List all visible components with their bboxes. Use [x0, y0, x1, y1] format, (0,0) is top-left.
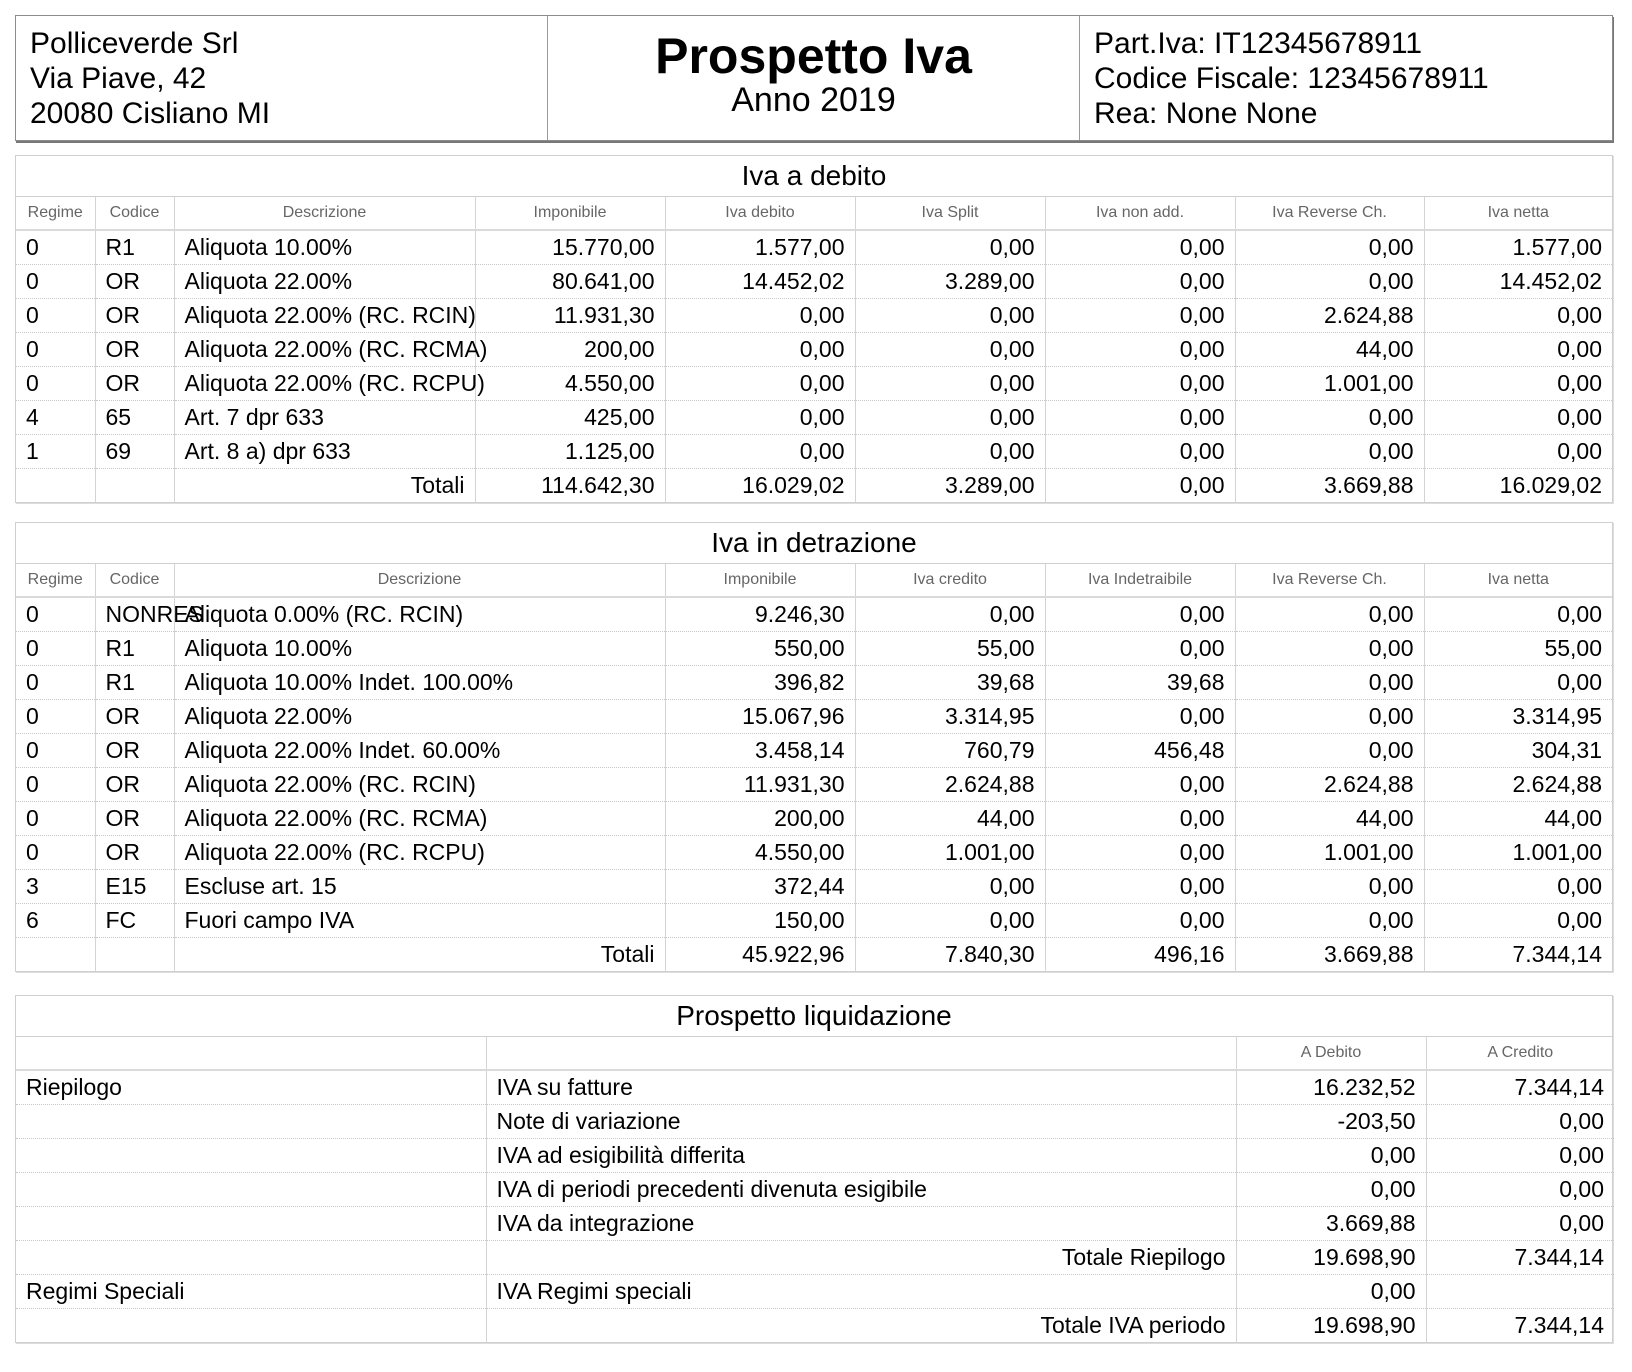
table-cell: 11.931,30	[475, 299, 665, 333]
totals-label: Totale IVA periodo	[486, 1309, 1236, 1343]
table-cell: OR	[95, 836, 174, 870]
report-year: Anno 2019	[731, 81, 896, 119]
table-cell: 372,44	[665, 870, 855, 904]
table-cell: 0	[16, 836, 95, 870]
column-header	[16, 1037, 486, 1070]
column-header: Iva Reverse Ch.	[1235, 564, 1424, 597]
credito-cell: 0,00	[1426, 1105, 1614, 1139]
column-header: Iva debito	[665, 197, 855, 230]
table-cell: 200,00	[475, 333, 665, 367]
table-cell: 1.577,00	[1424, 230, 1612, 265]
debito-cell: 19.698,90	[1236, 1309, 1426, 1343]
table-cell: 0,00	[855, 230, 1045, 265]
table-row	[16, 1207, 1614, 1241]
liquidazione-body	[16, 1070, 1614, 1342]
table-cell: R1	[95, 230, 174, 265]
table-cell: 3	[16, 870, 95, 904]
table-cell: Fuori campo IVA	[174, 904, 665, 938]
table-cell: 0	[16, 597, 95, 632]
table-cell: 2.624,88	[855, 768, 1045, 802]
table-cell: 14.452,02	[1424, 265, 1612, 299]
debito-cell: -203,50	[1236, 1105, 1426, 1139]
table-cell: 0,00	[1045, 299, 1235, 333]
table-cell: 0,00	[855, 333, 1045, 367]
table-cell: Aliquota 22.00%	[174, 700, 665, 734]
debito-cell: 3.669,88	[1236, 1207, 1426, 1241]
company-city: 20080 Cisliano MI	[30, 97, 271, 130]
column-header: Iva Split	[855, 197, 1045, 230]
table-cell: Art. 8 a) dpr 633	[174, 435, 475, 469]
row-label: IVA Regimi speciali	[486, 1275, 1236, 1309]
table-cell: 0,00	[1424, 299, 1612, 333]
table-cell: 0,00	[855, 870, 1045, 904]
table-cell: 0	[16, 734, 95, 768]
table-cell: 1	[16, 435, 95, 469]
table-row	[16, 265, 1612, 299]
column-header: Iva credito	[855, 564, 1045, 597]
table-cell: 0,00	[1045, 768, 1235, 802]
table-cell: FC	[95, 904, 174, 938]
column-header: Iva netta	[1424, 197, 1612, 230]
iva-debito-panel	[15, 155, 1613, 503]
column-header: A Debito	[1236, 1037, 1426, 1070]
table-cell: 396,82	[665, 666, 855, 700]
table-cell: OR	[95, 367, 174, 401]
company-info	[16, 16, 548, 140]
credito-cell	[1426, 1275, 1614, 1309]
table-cell: 0,00	[1235, 597, 1424, 632]
table-cell: 39,68	[1045, 666, 1235, 700]
totals-row	[16, 1309, 1614, 1343]
table-cell: 0,00	[1235, 734, 1424, 768]
total-cell: 7.344,14	[1512, 941, 1602, 967]
table-cell: Aliquota 22.00%	[174, 265, 475, 299]
table-row	[16, 299, 1612, 333]
table-row	[16, 333, 1612, 367]
table-cell: 55,00	[1424, 632, 1612, 666]
table-cell: 4.550,00	[665, 836, 855, 870]
table-cell: 0,00	[855, 401, 1045, 435]
group-label	[16, 1105, 486, 1139]
debito-cell: 0,00	[1236, 1139, 1426, 1173]
column-header: Iva Reverse Ch.	[1235, 197, 1424, 230]
table-cell: OR	[95, 768, 174, 802]
table-row	[16, 1105, 1614, 1139]
column-header: A Credito	[1426, 1037, 1614, 1070]
table-cell: Aliquota 22.00% (RC. RCMA)	[174, 333, 475, 367]
table-row	[16, 1173, 1614, 1207]
iva-detrazione-title: Iva in detrazione	[16, 523, 1612, 564]
table-row	[16, 904, 1612, 938]
table-row	[16, 802, 1612, 836]
table-cell: Aliquota 10.00%	[174, 632, 665, 666]
table-cell: 0,00	[1235, 401, 1424, 435]
table-cell: 0,00	[665, 367, 855, 401]
table-cell: 0,00	[1045, 435, 1235, 469]
total-cell: 114.642,30	[475, 469, 665, 503]
totals-row	[16, 1241, 1614, 1275]
table-cell: 3.289,00	[855, 265, 1045, 299]
table-cell: 1.001,00	[1235, 367, 1424, 401]
table-cell: 550,00	[665, 632, 855, 666]
total-cell: 496,16	[1045, 938, 1235, 972]
table-cell: 0,00	[855, 299, 1045, 333]
table-cell: OR	[95, 734, 174, 768]
table-cell: OR	[95, 700, 174, 734]
row-label: IVA di periodi precedenti divenuta esigibile	[486, 1173, 1236, 1207]
table-cell: 9.246,30	[665, 597, 855, 632]
table-cell: 14.452,02	[665, 265, 855, 299]
table-cell: 0,00	[1045, 870, 1235, 904]
debito-cell: 16.232,52	[1236, 1070, 1426, 1105]
debito-cell: 0,00	[1236, 1275, 1426, 1309]
table-row	[16, 870, 1612, 904]
total-cell: 45.922,96	[665, 938, 855, 972]
table-cell: 0,00	[1045, 230, 1235, 265]
totals-row	[16, 938, 1612, 972]
table-cell: 69	[95, 435, 174, 469]
table-cell: 4.550,00	[475, 367, 665, 401]
table-cell: OR	[95, 299, 174, 333]
table-cell: 3.314,95	[855, 700, 1045, 734]
debito-cell: 19.698,90	[1236, 1241, 1426, 1275]
table-cell: 200,00	[665, 802, 855, 836]
table-cell: 0,00	[1045, 401, 1235, 435]
totals-row	[16, 469, 1612, 503]
column-header: Iva Indetraibile	[1045, 564, 1235, 597]
row-label: IVA ad esigibilità differita	[486, 1139, 1236, 1173]
table-row	[16, 435, 1612, 469]
iva-detrazione-table	[16, 564, 1612, 971]
table-cell: 0,00	[1235, 265, 1424, 299]
table-cell: 0,00	[855, 435, 1045, 469]
table-cell: 3.458,14	[665, 734, 855, 768]
table-cell: 0,00	[1235, 870, 1424, 904]
table-cell: 0,00	[1424, 333, 1612, 367]
table-cell: 0	[16, 700, 95, 734]
table-cell: OR	[95, 802, 174, 836]
table-cell: 0,00	[1045, 632, 1235, 666]
iva-debito-body	[16, 230, 1612, 502]
table-cell: 1.001,00	[1235, 836, 1424, 870]
table-cell: 0,00	[1045, 802, 1235, 836]
credito-cell: 0,00	[1426, 1139, 1614, 1173]
table-row	[16, 1070, 1614, 1105]
table-cell: 2.624,88	[1235, 299, 1424, 333]
total-cell: 16.029,02	[1499, 472, 1602, 498]
table-cell: 304,31	[1424, 734, 1612, 768]
table-cell: 44,00	[855, 802, 1045, 836]
table-cell: 0,00	[855, 904, 1045, 938]
table-cell: Aliquota 22.00% (RC. RCMA)	[174, 802, 665, 836]
table-cell: 0	[16, 802, 95, 836]
table-cell: Escluse art. 15	[174, 870, 665, 904]
totals-label: Totali	[174, 469, 475, 503]
group-label	[16, 1207, 486, 1241]
credito-cell: 0,00	[1426, 1173, 1614, 1207]
codice-fiscale: Codice Fiscale: 12345678911	[1094, 62, 1489, 95]
table-cell: 0,00	[1424, 435, 1612, 469]
group-label	[16, 1309, 486, 1343]
table-cell: 0,00	[665, 435, 855, 469]
table-cell: 0,00	[1235, 904, 1424, 938]
table-cell: R1	[95, 666, 174, 700]
table-cell: 425,00	[475, 401, 665, 435]
column-header: Imponibile	[475, 197, 665, 230]
table-cell: 44,00	[1235, 333, 1424, 367]
table-cell: Aliquota 22.00% (RC. RCIN)	[174, 299, 475, 333]
total-cell: 3.669,88	[1235, 469, 1424, 503]
table-cell: Aliquota 0.00% (RC. RCIN)	[174, 597, 665, 632]
table-row	[16, 734, 1612, 768]
table-cell: 0	[16, 230, 95, 265]
iva-debito-header-row	[16, 197, 1612, 230]
empty-cell	[95, 938, 174, 972]
table-cell: 0,00	[1424, 870, 1612, 904]
table-cell: 0,00	[855, 367, 1045, 401]
row-label: IVA da integrazione	[486, 1207, 1236, 1241]
column-header: Iva netta	[1424, 564, 1612, 597]
table-row	[16, 367, 1612, 401]
group-label	[16, 1241, 486, 1275]
table-row	[16, 632, 1612, 666]
fiscal-info	[1080, 16, 1612, 140]
table-cell: R1	[95, 632, 174, 666]
total-cell: 7.840,30	[855, 938, 1045, 972]
table-cell: 0,00	[1045, 904, 1235, 938]
iva-detrazione-header-row	[16, 564, 1612, 597]
table-cell: 39,68	[855, 666, 1045, 700]
table-cell: 0,00	[1424, 904, 1612, 938]
table-cell: 0	[16, 768, 95, 802]
table-cell: 0	[16, 632, 95, 666]
liquidazione-header-row	[16, 1037, 1614, 1070]
table-row	[16, 836, 1612, 870]
table-cell: Art. 7 dpr 633	[174, 401, 475, 435]
total-cell: 3.289,00	[855, 469, 1045, 503]
column-header: Descrizione	[174, 564, 665, 597]
table-cell: 0,00	[1045, 333, 1235, 367]
row-label: Note di variazione	[486, 1105, 1236, 1139]
table-row	[16, 1139, 1614, 1173]
table-cell: 0	[16, 666, 95, 700]
empty-cell	[16, 938, 95, 972]
table-cell: 0,00	[1045, 597, 1235, 632]
table-cell: 55,00	[855, 632, 1045, 666]
row-label: IVA su fatture	[486, 1070, 1236, 1105]
table-cell: 2.624,88	[1235, 768, 1424, 802]
totals-label: Totali	[174, 938, 665, 972]
table-cell: 0,00	[665, 401, 855, 435]
table-cell: 0,00	[1424, 666, 1612, 700]
liquidazione-panel	[15, 995, 1613, 1343]
table-row	[16, 1275, 1614, 1309]
table-cell: 0	[16, 299, 95, 333]
table-cell: 15.770,00	[475, 230, 665, 265]
table-cell: 6	[16, 904, 95, 938]
table-cell: 0,00	[1045, 265, 1235, 299]
liquidazione-table	[16, 1037, 1614, 1342]
report-header	[15, 15, 1613, 141]
table-cell: 11.931,30	[665, 768, 855, 802]
table-cell: Aliquota 22.00% (RC. RCPU)	[174, 836, 665, 870]
table-cell: 0,00	[855, 597, 1045, 632]
table-cell: 150,00	[665, 904, 855, 938]
column-header: Imponibile	[665, 564, 855, 597]
table-row	[16, 768, 1612, 802]
table-cell: 1.001,00	[1424, 836, 1612, 870]
table-cell: 0,00	[1045, 700, 1235, 734]
partita-iva: Part.Iva: IT12345678911	[1094, 27, 1423, 60]
table-cell: 0	[16, 367, 95, 401]
table-cell: 0,00	[1235, 666, 1424, 700]
table-cell: Aliquota 22.00% Indet. 60.00%	[174, 734, 665, 768]
table-cell: 2.624,88	[1424, 768, 1612, 802]
empty-cell	[95, 469, 174, 503]
company-address: Via Piave, 42	[30, 62, 207, 95]
table-cell: OR	[95, 333, 174, 367]
column-header: Regime	[16, 197, 95, 230]
table-cell: 0,00	[1045, 836, 1235, 870]
iva-detrazione-body	[16, 597, 1612, 971]
table-cell: 0,00	[1424, 401, 1612, 435]
total-cell: 3.669,88	[1235, 938, 1424, 972]
table-cell: 760,79	[855, 734, 1045, 768]
table-row	[16, 230, 1612, 265]
column-header: Codice	[95, 564, 174, 597]
table-cell: 0,00	[665, 299, 855, 333]
table-cell: 44,00	[1235, 802, 1424, 836]
credito-cell: 0,00	[1426, 1207, 1614, 1241]
credito-cell: 7.344,14	[1514, 1312, 1604, 1338]
table-cell: Aliquota 10.00% Indet. 100.00%	[174, 666, 665, 700]
table-cell: E15	[95, 870, 174, 904]
table-cell: 0,00	[1424, 597, 1612, 632]
iva-debito-title: Iva a debito	[16, 156, 1612, 197]
table-cell: 4	[16, 401, 95, 435]
table-cell: 44,00	[1424, 802, 1612, 836]
table-row	[16, 666, 1612, 700]
table-cell: 0	[16, 333, 95, 367]
company-name: Polliceverde Srl	[30, 27, 239, 60]
table-cell: NONRES	[95, 597, 174, 632]
credito-cell: 7.344,14	[1426, 1070, 1614, 1105]
rea: Rea: None None	[1094, 97, 1318, 130]
table-cell: 3.314,95	[1424, 700, 1612, 734]
table-cell: 1.001,00	[855, 836, 1045, 870]
table-cell: 0,00	[1235, 632, 1424, 666]
table-cell: Aliquota 22.00% (RC. RCPU)	[174, 367, 475, 401]
iva-debito-table	[16, 197, 1612, 502]
liquidazione-title: Prospetto liquidazione	[16, 996, 1612, 1037]
debito-cell: 0,00	[1236, 1173, 1426, 1207]
table-cell: 0,00	[1045, 367, 1235, 401]
table-cell: 0,00	[1424, 367, 1612, 401]
column-header	[486, 1037, 1236, 1070]
table-cell: 15.067,96	[665, 700, 855, 734]
table-cell: 0,00	[1235, 700, 1424, 734]
table-cell: 0,00	[1235, 435, 1424, 469]
report-title: Prospetto Iva	[655, 28, 972, 84]
total-cell: 0,00	[1045, 469, 1235, 503]
column-header: Descrizione	[174, 197, 475, 230]
table-row	[16, 597, 1612, 632]
table-cell: OR	[95, 265, 174, 299]
column-header: Codice	[95, 197, 174, 230]
table-cell: Aliquota 10.00%	[174, 230, 475, 265]
table-cell: 0	[16, 265, 95, 299]
table-row	[16, 700, 1612, 734]
table-cell: 65	[95, 401, 174, 435]
iva-detrazione-panel	[15, 522, 1613, 972]
totals-label: Totale Riepilogo	[486, 1241, 1236, 1275]
table-cell: Aliquota 22.00% (RC. RCIN)	[174, 768, 665, 802]
column-header: Regime	[16, 564, 95, 597]
empty-cell	[16, 469, 95, 503]
table-cell: 80.641,00	[475, 265, 665, 299]
group-label: Riepilogo	[16, 1070, 486, 1105]
group-label	[16, 1139, 486, 1173]
table-row	[16, 401, 1612, 435]
column-header: Iva non add.	[1045, 197, 1235, 230]
group-label: Regimi Speciali	[16, 1275, 486, 1309]
group-label	[16, 1173, 486, 1207]
table-cell: 0,00	[1235, 230, 1424, 265]
total-cell: 16.029,02	[665, 469, 855, 503]
report-title-block	[548, 16, 1080, 140]
credito-cell: 7.344,14	[1426, 1241, 1614, 1275]
table-cell: 0,00	[665, 333, 855, 367]
table-cell: 1.577,00	[665, 230, 855, 265]
table-cell: 1.125,00	[475, 435, 665, 469]
table-cell: 456,48	[1045, 734, 1235, 768]
